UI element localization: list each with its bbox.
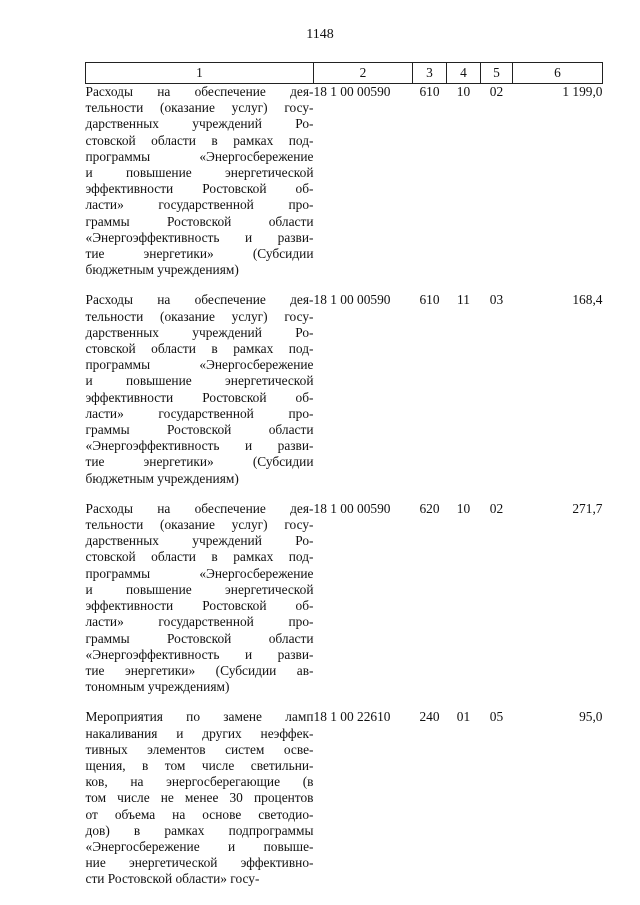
row-code: 18 1 00 22610 [313, 709, 391, 725]
row-vr: 240 [419, 709, 440, 725]
description-line: Мероприятия по замене ламп [85, 709, 314, 725]
description-line: «Энергоэффективность и разви- [85, 229, 314, 245]
description-line: стовской области в рамках под- [85, 549, 314, 565]
description-line: стовской области в рамках под- [85, 132, 314, 148]
description-line: ласти» государственной про- [85, 614, 314, 630]
description-line: программы «Энергосбережение [85, 357, 314, 373]
description-line: эффективности Ростовской об- [85, 181, 314, 197]
description-line: дарственных учреждений Ро- [85, 116, 314, 132]
table-row [86, 292, 603, 500]
header-col-4: 4 [447, 63, 481, 84]
description-line: от объема на основе светодио- [85, 806, 314, 822]
header-col-2: 2 [314, 63, 413, 84]
row-pr: 02 [489, 84, 504, 99]
description-line: накаливания и других неэффек- [85, 725, 314, 741]
table-row [86, 501, 603, 709]
description-line: программы «Энергосбережение [85, 565, 314, 581]
row-amount: 95,0 [579, 709, 603, 725]
header-col-1: 1 [86, 63, 314, 84]
row-code: 18 1 00 00590 [313, 500, 391, 516]
row-pr: 02 [489, 500, 504, 516]
description-line: ние энергетической эффективно- [85, 855, 314, 871]
description-line: ласти» государственной про- [85, 197, 314, 213]
row-description [86, 292, 314, 500]
budget-table [85, 62, 603, 902]
description-line: тие энергетики» (Субсидии ав- [85, 662, 314, 678]
description-line: Расходы на обеспечение дея- [85, 500, 314, 516]
row-description [86, 501, 314, 709]
table-row [86, 84, 603, 293]
description-line: и повышение энергетической [85, 581, 314, 597]
description-line: том числе не менее 30 процентов [85, 790, 314, 806]
row-code: 18 1 00 00590 [313, 84, 391, 99]
header-col-5: 5 [481, 63, 513, 84]
description-line: и повышение энергетической [85, 165, 314, 181]
description-line: граммы Ростовской области [85, 630, 314, 646]
row-rz: 10 [456, 500, 471, 516]
header-col-6: 6 [513, 63, 603, 84]
description-line: «Энергосбережение и повыше- [85, 838, 314, 854]
description-line: ласти» государственной про- [85, 405, 314, 421]
description-line: и повышение энергетической [85, 373, 314, 389]
description-line: «Энергоэффективность и разви- [85, 438, 314, 454]
description-line: Расходы на обеспечение дея- [85, 292, 314, 308]
table-body [86, 84, 603, 902]
description-line: дарственных учреждений Ро- [85, 533, 314, 549]
row-description [86, 709, 314, 901]
row-code: 18 1 00 00590 [313, 292, 391, 308]
row-pr: 03 [489, 292, 504, 308]
header-col-3: 3 [413, 63, 447, 84]
description-line: стовской области в рамках под- [85, 341, 314, 357]
description-line: тие энергетики» (Субсидии [85, 454, 314, 470]
description-line: эффективности Ростовской об- [85, 389, 314, 405]
description-line: граммы Ростовской области [85, 213, 314, 229]
row-pr: 05 [489, 709, 504, 725]
description-line: тие энергетики» (Субсидии [85, 246, 314, 262]
row-rz: 11 [457, 292, 470, 308]
row-vr: 610 [419, 84, 440, 99]
row-rz: 01 [456, 709, 471, 725]
description-line: граммы Ростовской области [85, 422, 314, 438]
description-line: щения, в том числе светильни- [85, 757, 314, 773]
description-line: сти Ростовской области» госу- [85, 871, 260, 887]
description-line: бюджетным учреждениям) [85, 262, 239, 278]
description-line: эффективности Ростовской об- [85, 598, 314, 614]
description-line: дов) в рамках подпрограммы [85, 822, 314, 838]
page-number: 1148 [306, 27, 334, 42]
description-line: программы «Энергосбережение [85, 148, 314, 164]
row-description [86, 84, 314, 293]
row-amount: 1 199,0 [562, 84, 603, 99]
description-line: Расходы на обеспечение дея- [85, 84, 314, 99]
header-row [86, 63, 603, 84]
row-vr: 620 [419, 500, 440, 516]
description-line: тельности (оказание услуг) госу- [85, 100, 314, 116]
row-amount: 271,7 [572, 500, 603, 516]
row-vr: 610 [419, 292, 440, 308]
description-line: ков, на энергосберегающие (в [85, 774, 314, 790]
description-line: тельности (оказание услуг) госу- [85, 517, 314, 533]
description-line: дарственных учреждений Ро- [85, 324, 314, 340]
description-line: тивных элементов систем осве- [85, 741, 314, 757]
row-rz: 10 [456, 84, 471, 99]
row-amount: 168,4 [572, 292, 603, 308]
description-line: «Энергоэффективность и разви- [85, 646, 314, 662]
table-row [86, 709, 603, 901]
description-line: тономным учреждениям) [85, 679, 230, 695]
description-line: тельности (оказание услуг) госу- [85, 308, 314, 324]
description-line: бюджетным учреждениям) [85, 470, 239, 486]
